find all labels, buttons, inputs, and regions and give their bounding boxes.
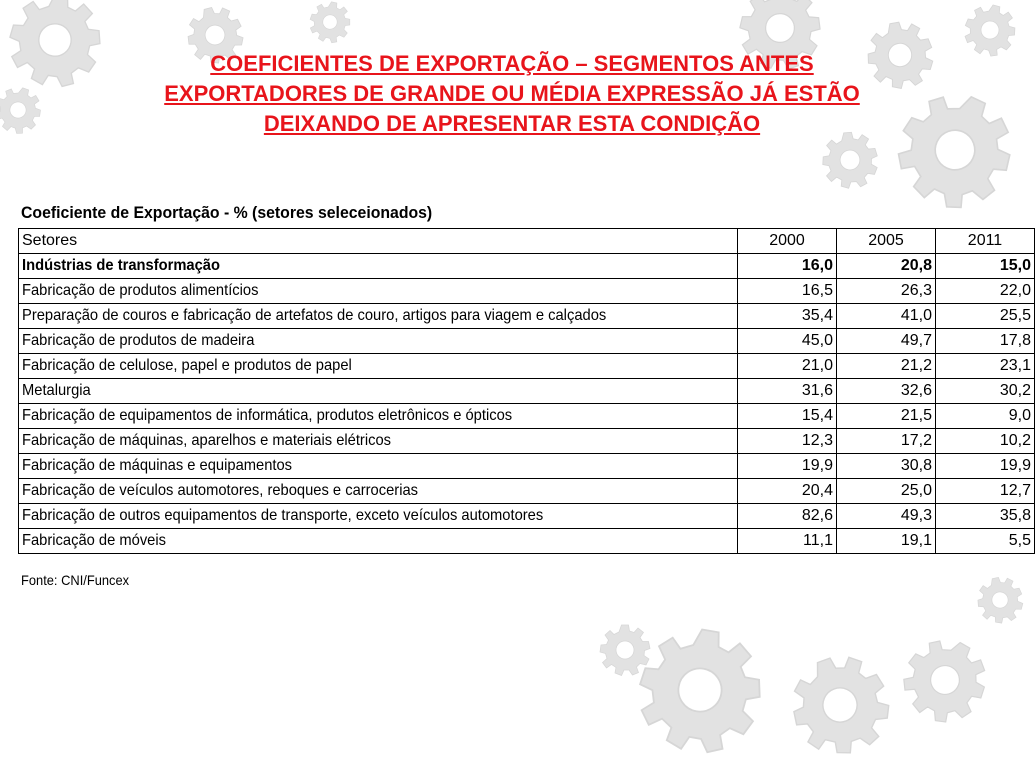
value-2011-cell: 30,2: [936, 379, 1035, 404]
value-2011-cell: 5,5: [936, 529, 1035, 554]
sector-cell: [19, 404, 738, 429]
value-2011-cell: 35,8: [936, 504, 1035, 529]
sector-label: Metalurgia: [22, 382, 91, 399]
value-2005-cell: 21,5: [837, 404, 936, 429]
table-row: [19, 304, 1035, 329]
value-2000-cell: 16,0: [738, 254, 837, 279]
value-2005-cell: 32,6: [837, 379, 936, 404]
sector-label: Fabricação de máquinas e equipamentos: [22, 457, 293, 474]
table-row: [19, 529, 1035, 554]
header-2005: 2005: [837, 229, 936, 254]
value-2005-cell: 21,2: [837, 354, 936, 379]
table-header-row: [19, 229, 1035, 254]
sector-label: Fabricação de veículos automotores, reboques e carrocerias: [22, 482, 419, 499]
table-row: [19, 329, 1035, 354]
title-line-2: EXPORTADORES DE GRANDE OU MÉDIA EXPRESSÃO JÁ ESTÃO: [164, 81, 860, 106]
value-2011-cell: 25,5: [936, 304, 1035, 329]
table-caption: Coeficiente de Exportação - % (setores seleceionados): [21, 203, 433, 222]
value-2000-cell: 20,4: [738, 479, 837, 504]
sector-cell: [19, 304, 738, 329]
table-row: [19, 379, 1035, 404]
slide-title: [60, 49, 964, 139]
value-2011-cell: 17,8: [936, 329, 1035, 354]
value-2005-cell: 17,2: [837, 429, 936, 454]
value-2011-cell: 15,0: [936, 254, 1035, 279]
table-row: [19, 479, 1035, 504]
header-sectors: Setores: [19, 229, 738, 254]
sector-label: Fabricação de produtos alimentícios: [22, 282, 259, 299]
value-2000-cell: 11,1: [738, 529, 837, 554]
sector-cell: [19, 279, 738, 304]
value-2000-cell: 35,4: [738, 304, 837, 329]
sector-cell: [19, 454, 738, 479]
sector-cell: [19, 329, 738, 354]
value-2005-cell: 49,3: [837, 504, 936, 529]
value-2011-cell: 12,7: [936, 479, 1035, 504]
sector-label: Fabricação de equipamentos de informática, produtos eletrônicos e ópticos: [22, 407, 513, 424]
value-2000-cell: 21,0: [738, 354, 837, 379]
value-2011-cell: 22,0: [936, 279, 1035, 304]
table-row: [19, 404, 1035, 429]
header-2011: 2011: [936, 229, 1035, 254]
value-2000-cell: 19,9: [738, 454, 837, 479]
table-row: [19, 454, 1035, 479]
sector-label: Fabricação de outros equipamentos de transporte, exceto veículos automotores: [22, 507, 544, 524]
table-body: [19, 229, 1035, 554]
value-2000-cell: 15,4: [738, 404, 837, 429]
sector-label: Fabricação de celulose, papel e produtos de papel: [22, 357, 352, 374]
value-2000-cell: 45,0: [738, 329, 837, 354]
sector-label: Fabricação de produtos de madeira: [22, 332, 255, 349]
sector-cell: [19, 529, 738, 554]
table-row: [19, 279, 1035, 304]
value-2011-cell: 23,1: [936, 354, 1035, 379]
value-2005-cell: 49,7: [837, 329, 936, 354]
source-note: Fonte: CNI/Funcex: [21, 572, 130, 588]
sector-cell: [19, 429, 738, 454]
sector-cell: [19, 504, 738, 529]
sector-label: Fabricação de máquinas, aparelhos e materiais elétricos: [22, 432, 392, 449]
value-2000-cell: 12,3: [738, 429, 837, 454]
value-2005-cell: 25,0: [837, 479, 936, 504]
sector-label: Fabricação de móveis: [22, 532, 166, 549]
title-line-3: DEIXANDO DE APRESENTAR ESTA CONDIÇÃO: [263, 111, 761, 136]
value-2011-cell: 19,9: [936, 454, 1035, 479]
sector-cell: [19, 479, 738, 504]
sector-cell: [19, 254, 738, 279]
sector-cell: [19, 354, 738, 379]
value-2005-cell: 19,1: [837, 529, 936, 554]
table-row: [19, 504, 1035, 529]
export-coefficient-table: [18, 228, 1035, 554]
value-2005-cell: 26,3: [837, 279, 936, 304]
value-2011-cell: 9,0: [936, 404, 1035, 429]
table-row: [19, 254, 1035, 279]
table-row: [19, 354, 1035, 379]
sector-cell: [19, 379, 738, 404]
value-2011-cell: 10,2: [936, 429, 1035, 454]
table-row: [19, 429, 1035, 454]
header-2000: 2000: [738, 229, 837, 254]
value-2005-cell: 20,8: [837, 254, 936, 279]
sector-label: Indústrias de transformação: [22, 257, 220, 274]
value-2000-cell: 31,6: [738, 379, 837, 404]
value-2005-cell: 30,8: [837, 454, 936, 479]
value-2005-cell: 41,0: [837, 304, 936, 329]
value-2000-cell: 16,5: [738, 279, 837, 304]
title-line-1: COEFICIENTES DE EXPORTAÇÃO – SEGMENTOS ANTES: [210, 51, 814, 76]
sector-label: Preparação de couros e fabricação de artefatos de couro, artigos para viagem e calçados: [22, 307, 607, 324]
value-2000-cell: 82,6: [738, 504, 837, 529]
